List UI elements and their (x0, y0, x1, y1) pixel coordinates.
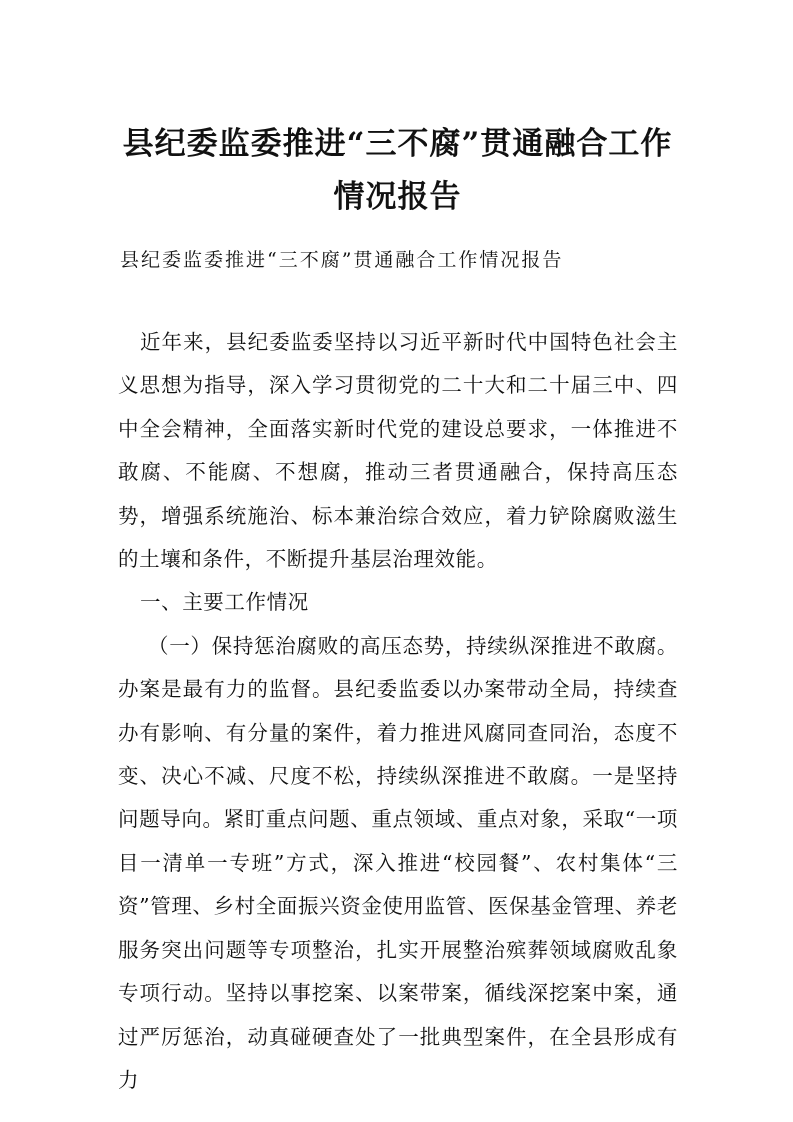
section-heading: 一、主要工作情况 (140, 590, 309, 615)
document-subtitle: 县纪委监委推进“三不腐”贯通融合工作情况报告 (120, 249, 564, 271)
document-title: 县纪委监委推进“三不腐”贯通融合工作情况报告 (122, 126, 673, 215)
document-body (118, 321, 678, 1102)
body-paragraph-intro: 近年来，县纪委监委坚持以习近平新时代中国特色社会主义思想为指导，深入学习贯彻党的二十大和二十届三中、四中全会精神，全面落实新时代党的建设总要求，一体推进不敢腐、不能腐、不想腐，推动三者贯通融合，保持高压态势，增强系统施治、标本兼治综合效应，着力铲除腐败滋生的土壤和条件，不断提升基层治理效能。 (118, 330, 678, 572)
body-paragraph-section-1: （一）保持惩治腐败的高压态势，持续纵深推进不敢腐。办案是最有力的监督。县纪委监委以办案带动全局，持续查办有影响、有分量的案件，着力推进风腐同查同治，态度不变、决心不减、尺度不松，持续纵深推进不敢腐。一是坚持问题导向。紧盯重点问题、重点领域、重点对象，采取“一项目一清单一专班”方式，深入推进“校园餐”、农村集体“三资”管理、乡村全面振兴资金使用监管、医保基金管理、养老服务突出问题等专项整治，扎实开展整治殡葬领域腐败乱象专项行动。坚持以事挖案、以案带案，循线深挖案中案，通过严厉惩治，动真碰硬查处了一批典型案件，在全县形成有力 (118, 633, 678, 1092)
